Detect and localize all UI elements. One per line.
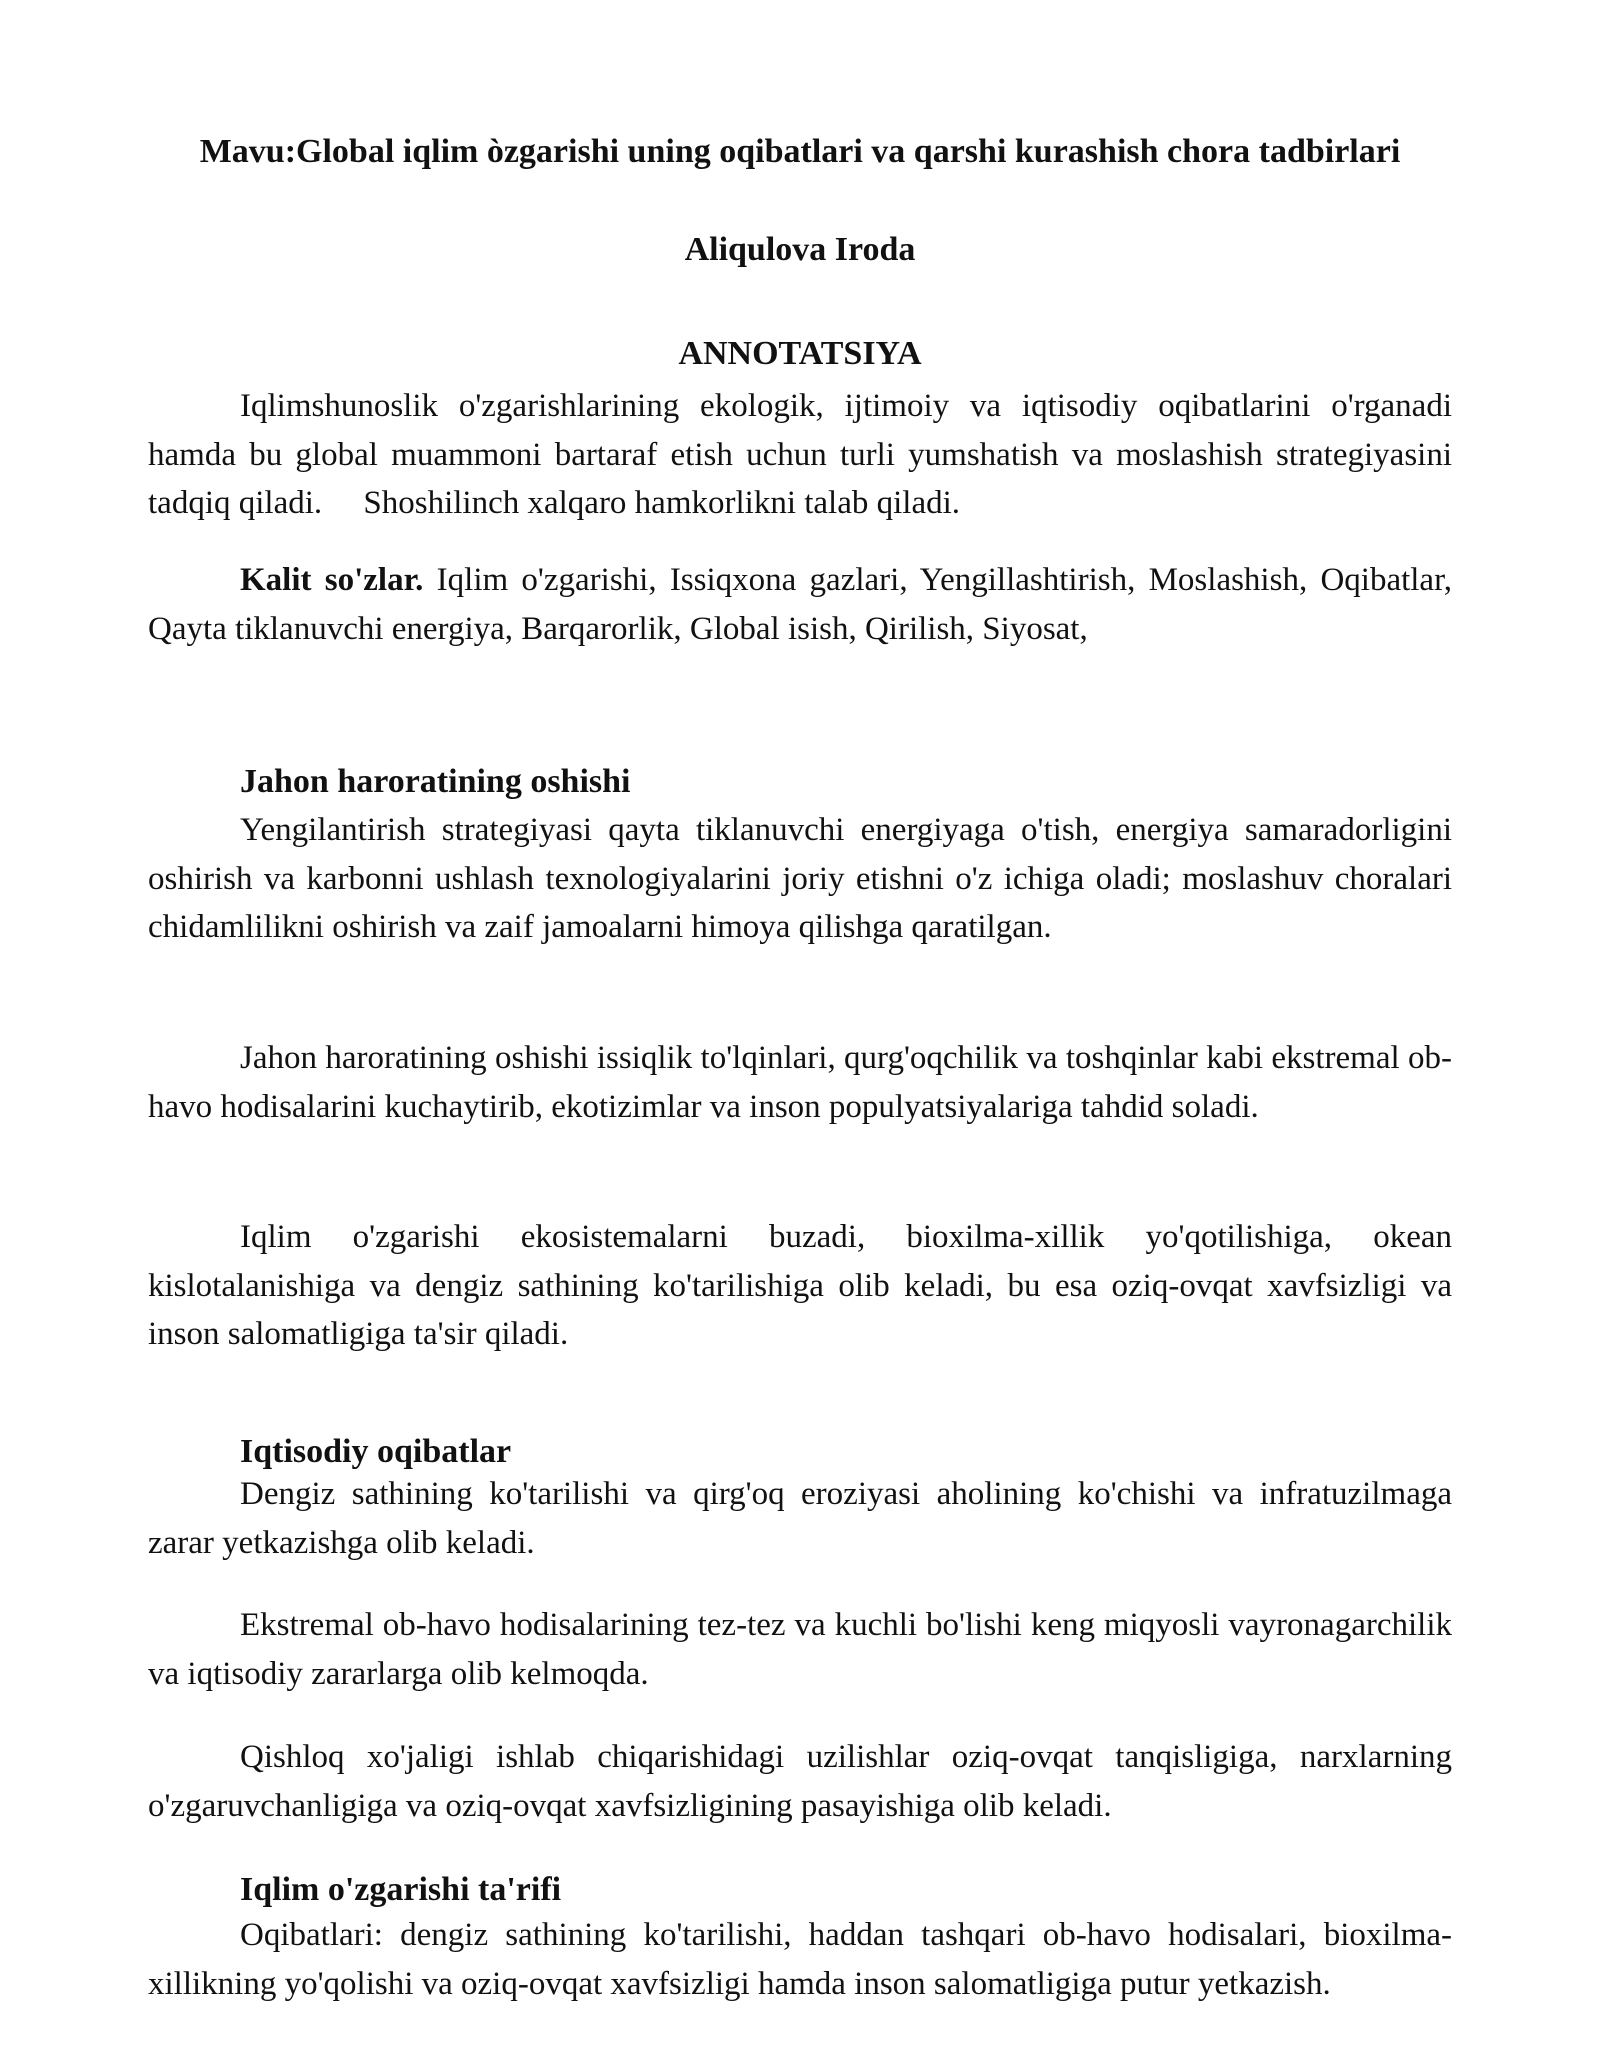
keywords-paragraph	[148, 556, 1452, 653]
section-paragraph: Ekstremal ob-havo hodisalarining tez-tez va kuchli bo'lishi keng miqyosli vayronagarchilik va iqtisodiy zararlarga olib kelmoqda.	[148, 1607, 1452, 1692]
annotation-paragraph: Iqlimshunoslik o'zgarishlarining ekologik, ijtimoiy va iqtisodiy oqibatlarini o'rganadi hamda bu global muammoni bartaraf etish uchun turli yumshatish va moslashish strategiyasini tadqiq qiladi. Shoshilinch xalqaro hamkorlikni talab qiladi.	[148, 388, 1461, 521]
document-title: Mavu:Global iqlim òzgarishi uning oqibatlari va qarshi kurashish chora tadbirlari	[199, 133, 1401, 170]
keywords-label: Kalit so'zlar.	[240, 562, 424, 598]
section-heading: Iqtisodiy oqibatlar	[240, 1433, 512, 1470]
section-paragraph: Yengilantirish strategiyasi qayta tiklanuvchi energiyaga o'tish, energiya samaradorligini oshirish va karbonni ushlash texnologiyalarini joriy etishni o'z ichiga oladi; moslashuv choralari chidamlilikni oshirish va zaif jamoalarni himoya qilishga qaratilgan.	[148, 812, 1452, 945]
section-heading: Jahon haroratining oshishi	[240, 763, 631, 800]
section-paragraph: Iqlim o'zgarishi ekosistemalarni buzadi, bioxilma-xillik yo'qotilishiga, okean kislotalanishiga va dengiz sathining ko'tarilishiga olib keladi, bu esa oziq-ovqat xavfsizligi va inson salomatligiga ta'sir qiladi.	[148, 1219, 1452, 1352]
section-paragraph: Jahon haroratining oshishi issiqlik to'lqinlari, qurg'oqchilik va toshqinlar kabi ekstremal ob-havo hodisalarini kuchaytirib, ekotizimlar va inson populyatsiyalariga tahdid soladi.	[148, 1040, 1452, 1125]
section-paragraph: Oqibatlari: dengiz sathining ko'tarilishi, haddan tashqari ob-havo hodisalari, bioxilma-xillikning yo'qolishi va oziq-ovqat xavfsizligi hamda inson salomatligiga putur yetkazish.	[148, 1917, 1452, 2002]
section-heading: Iqlim o'zgarishi ta'rifi	[240, 1871, 562, 1908]
author-name: Aliqulova Iroda	[684, 231, 916, 268]
annotation-heading: ANNOTATSIYA	[678, 335, 922, 372]
section-paragraph: Qishloq xo'jaligi ishlab chiqarishidagi uzilishlar oziq-ovqat tanqisligiga, narxlarning o'zgaruvchanligiga va oziq-ovqat xavfsizligining pasayishiga olib keladi.	[148, 1739, 1452, 1824]
keywords-text: Iqlim o'zgarishi, Issiqxona gazlari, Yengillashtirish, Moslashish, Oqibatlar, Qayta tiklanuvchi energiya, Barqarorlik, Global isish, Qirilish, Siyosat,	[148, 562, 1452, 647]
section-paragraph: Dengiz sathining ko'tarilishi va qirg'oq eroziyasi aholining ko'chishi va infratuzilmaga zarar yetkazishga olib keladi.	[148, 1476, 1452, 1561]
